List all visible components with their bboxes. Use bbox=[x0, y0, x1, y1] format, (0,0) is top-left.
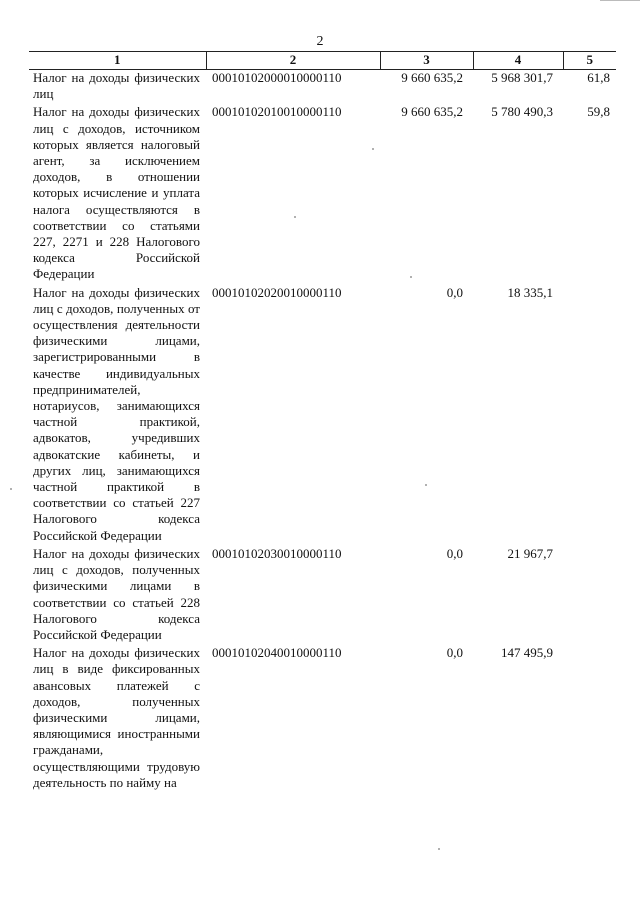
row-actual-value: 21 967,7 bbox=[507, 545, 553, 561]
scan-speck bbox=[438, 848, 440, 850]
scan-speck bbox=[10, 488, 12, 490]
table-row bbox=[29, 285, 616, 546]
scan-speck bbox=[294, 216, 296, 218]
row-code: 00010102020010000110 bbox=[212, 284, 342, 300]
revenue-table bbox=[29, 51, 616, 793]
row-plan-value: 0,0 bbox=[446, 645, 463, 661]
header-row bbox=[29, 52, 616, 70]
header-col-4: 4 bbox=[473, 52, 563, 70]
row-percent bbox=[563, 546, 616, 645]
row-code: 00010102030010000110 bbox=[212, 545, 342, 561]
page-number: 2 bbox=[316, 34, 324, 49]
row-plan-value: 9 660 635,2 bbox=[401, 104, 463, 120]
row-actual-value: 5 780 490,3 bbox=[491, 104, 553, 120]
row-name: Налог на доходы физических лиц с доходов, полученных от осуществления деятельности физическими лицами, зарегистрированными в качестве индивидуальных предпринимателей, нотариусов, занимающихся частной практикой, адвокатов, учредивших адвокатские кабинеты, и других лиц, занимающихся частной практикой в соответствии со статьей 227 Налогового кодекса Российской Федерации bbox=[33, 284, 200, 543]
table-row bbox=[29, 104, 616, 284]
row-actual-value: 147 495,9 bbox=[501, 645, 553, 661]
header-col-3: 3 bbox=[380, 52, 473, 70]
table-row bbox=[29, 546, 616, 645]
row-code: 00010102040010000110 bbox=[212, 645, 342, 661]
row-name: Налог на доходы физических лиц в виде фиксированных авансовых платежей с доходов, полученных физическими лицами, являющимися иностранными гражданами, осуществляющими трудовую деятельность по найму на bbox=[33, 645, 200, 790]
header-col-1: 1 bbox=[29, 52, 206, 70]
row-percent: 59,8 bbox=[587, 104, 610, 120]
table-row bbox=[29, 70, 616, 105]
row-actual-value: 18 335,1 bbox=[507, 284, 553, 300]
row-code: 00010102000010000110 bbox=[212, 70, 342, 85]
header-col-2: 2 bbox=[206, 52, 380, 70]
scan-speck bbox=[372, 148, 374, 150]
row-percent bbox=[563, 645, 616, 793]
row-percent: 61,8 bbox=[587, 70, 610, 85]
scan-edge-line bbox=[600, 0, 640, 1]
scan-speck bbox=[410, 276, 412, 278]
row-code: 00010102010010000110 bbox=[212, 104, 342, 120]
row-actual-value: 5 968 301,7 bbox=[491, 70, 553, 85]
row-name: Налог на доходы физических лиц с доходов, источником которых является налоговый агент, за исключением доходов, в отношении которых исчисление и уплата налога осуществляются в соответствии со статьями 227, 2271 и 228 Налогового кодекса Российской Федерации bbox=[33, 104, 200, 282]
row-plan-value: 9 660 635,2 bbox=[401, 70, 463, 85]
row-name: Налог на доходы физических лиц с доходов, полученных физическими лицами в соответствии со статьей 228 Налогового кодекса Российской Федерации bbox=[33, 545, 200, 642]
scan-speck bbox=[425, 484, 427, 486]
table-row bbox=[29, 645, 616, 793]
header-col-5: 5 bbox=[563, 52, 616, 70]
row-percent bbox=[563, 285, 616, 546]
row-name: Налог на доходы физических лиц bbox=[33, 70, 200, 102]
row-plan-value: 0,0 bbox=[446, 545, 463, 561]
row-plan-value: 0,0 bbox=[446, 284, 463, 300]
